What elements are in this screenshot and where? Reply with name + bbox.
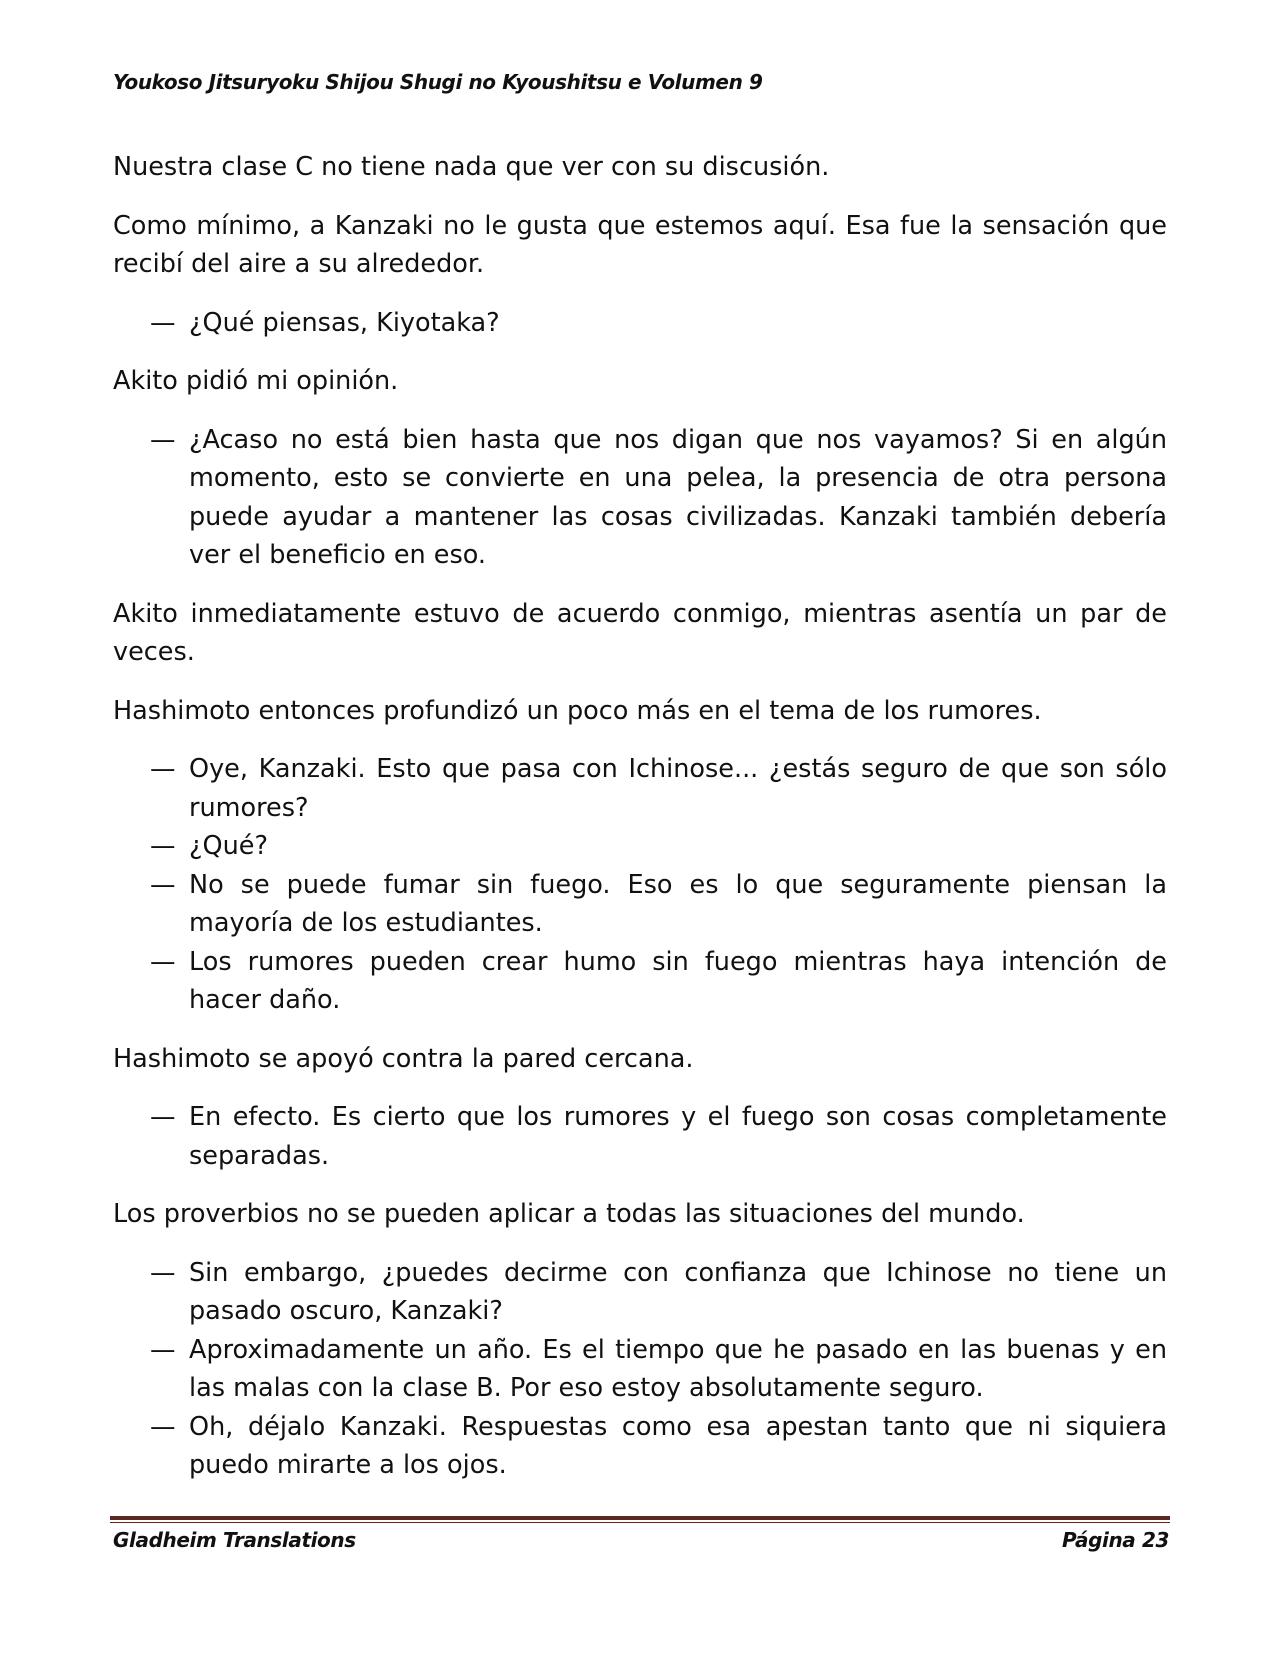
dialogue-line: [113, 866, 1167, 943]
dialogue-line: [113, 1331, 1167, 1408]
dialogue-line: [113, 1098, 1167, 1175]
dialogue-dash: —: [150, 1102, 176, 1132]
paragraph: Nuestra clase C no tiene nada que ver con su discusión.: [113, 152, 830, 182]
dialogue-text: Oh, déjalo Kanzaki. Respuestas como esa apestan tanto que ni siquiera puedo mirarte a los ojos.: [189, 1411, 1167, 1480]
dialogue-dash: —: [150, 946, 176, 977]
dialogue-dash: —: [150, 831, 176, 861]
dialogue-line: [113, 943, 1167, 1020]
dialogue-line: [113, 304, 1167, 343]
dialogue-dash: —: [150, 424, 176, 455]
dialogue-group: [113, 1098, 1167, 1175]
dialogue-group: [113, 421, 1167, 575]
paragraph: Hashimoto se apoyó contra la pared cercana.: [113, 1043, 694, 1074]
paragraph: Como mínimo, a Kanzaki no le gusta que estemos aquí. Esa fue la sensación que recibí del aire a su alrededor.: [113, 210, 1167, 279]
dialogue-dash: —: [150, 1334, 176, 1365]
body-text: [113, 148, 1167, 1505]
dialogue-group: [113, 304, 1167, 343]
dialogue-text: En efecto. Es cierto que los rumores y el fuego son cosas completamente separadas.: [189, 1102, 1167, 1171]
dialogue-text: Los rumores pueden crear humo sin fuego mientras haya intención de hacer daño.: [189, 946, 1167, 1015]
dialogue-text: ¿Qué piensas, Kiyotaka?: [189, 307, 500, 338]
dialogue-line: [113, 421, 1167, 575]
dialogue-dash: —: [150, 1257, 176, 1288]
paragraph: Hashimoto entonces profundizó un poco más en el tema de los rumores.: [113, 695, 1042, 726]
dialogue-text: ¿Qué?: [189, 831, 268, 861]
dialogue-text: Aproximadamente un año. Es el tiempo que he pasado en las buenas y en las malas con la clase B. Por eso estoy absolutamente seguro.: [189, 1334, 1167, 1403]
dialogue-line: [113, 827, 1167, 866]
footer-divider: [110, 1516, 1170, 1520]
page-number: Página 23: [1062, 1528, 1169, 1552]
dialogue-line: [113, 1254, 1167, 1331]
dialogue-text: No se puede fumar sin fuego. Eso es lo que seguramente piensan la mayoría de los estudiantes.: [189, 869, 1167, 938]
running-header: Youkoso Jitsuryoku Shijou Shugi no Kyoushitsu e Volumen 9: [113, 70, 763, 94]
dialogue-line: [113, 750, 1167, 827]
dialogue-dash: —: [150, 1411, 176, 1442]
dialogue-text: Oye, Kanzaki. Esto que pasa con Ichinose... ¿estás seguro de que son sólo rumores?: [189, 754, 1167, 823]
dialogue-dash: —: [150, 754, 176, 784]
dialogue-text: ¿Acaso no está bien hasta que nos digan que nos vayamos? Si en algún momento, esto se convierte en una pelea, la presencia de otra persona puede ayudar a mantener las cosas civilizadas. Kanzaki también debería ver el beneficio en eso.: [189, 424, 1167, 570]
dialogue-dash: —: [150, 869, 176, 900]
dialogue-dash: —: [150, 307, 176, 338]
dialogue-text: Sin embargo, ¿puedes decirme con confianza que Ichinose no tiene un pasado oscuro, Kanzaki?: [189, 1257, 1167, 1326]
dialogue-group: [113, 750, 1167, 1020]
footer-credit: Gladheim Translations: [113, 1528, 356, 1552]
paragraph: Akito inmediatamente estuvo de acuerdo conmigo, mientras asentía un par de veces.: [113, 598, 1167, 667]
dialogue-group: [113, 1254, 1167, 1485]
paragraph: Akito pidió mi opinión.: [113, 366, 399, 396]
paragraph: Los proverbios no se pueden aplicar a todas las situaciones del mundo.: [113, 1199, 1025, 1229]
dialogue-line: [113, 1408, 1167, 1485]
footer-divider-thin: [110, 1522, 1170, 1523]
